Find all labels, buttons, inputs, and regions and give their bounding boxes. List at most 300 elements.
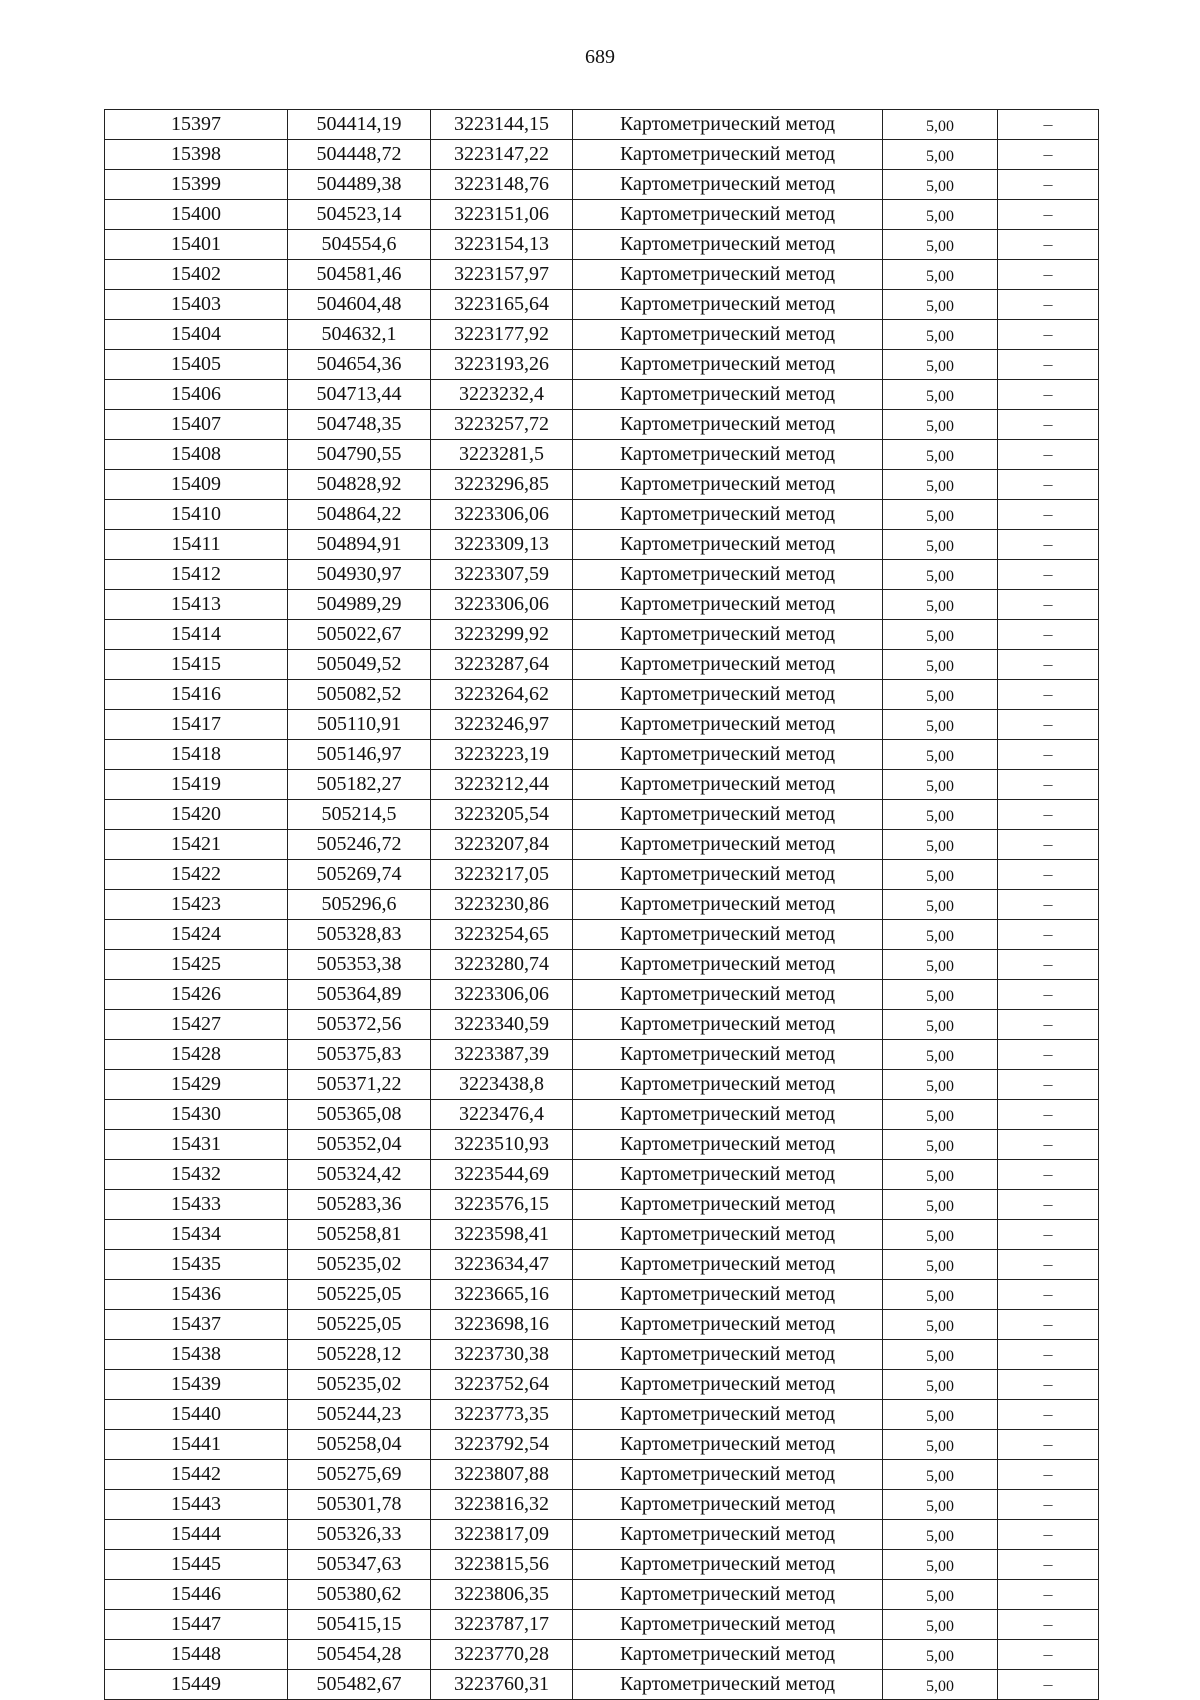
description-cell: – xyxy=(998,1580,1099,1610)
table-row xyxy=(105,470,1099,500)
accuracy-cell: 5,00 xyxy=(883,770,998,800)
table-row xyxy=(105,1070,1099,1100)
description-cell: – xyxy=(998,350,1099,380)
accuracy-cell: 5,00 xyxy=(883,830,998,860)
description-cell: – xyxy=(998,1190,1099,1220)
y-coordinate-cell: 3223760,31 xyxy=(431,1670,573,1700)
y-coordinate-cell: 3223340,59 xyxy=(431,1010,573,1040)
x-coordinate-cell: 505372,56 xyxy=(288,1010,431,1040)
x-coordinate-cell: 504748,35 xyxy=(288,410,431,440)
y-coordinate-cell: 3223476,4 xyxy=(431,1100,573,1130)
accuracy-cell: 5,00 xyxy=(883,1160,998,1190)
y-coordinate-cell: 3223217,05 xyxy=(431,860,573,890)
description-cell: – xyxy=(998,1040,1099,1070)
point-number-cell: 15420 xyxy=(105,800,288,830)
accuracy-cell: 5,00 xyxy=(883,650,998,680)
point-number-cell: 15440 xyxy=(105,1400,288,1430)
accuracy-cell: 5,00 xyxy=(883,1580,998,1610)
x-coordinate-cell: 505301,78 xyxy=(288,1490,431,1520)
coordinates-table-body xyxy=(105,110,1099,1700)
table-row xyxy=(105,770,1099,800)
x-coordinate-cell: 504632,1 xyxy=(288,320,431,350)
y-coordinate-cell: 3223770,28 xyxy=(431,1640,573,1670)
point-number-cell: 15406 xyxy=(105,380,288,410)
method-cell: Картометрический метод xyxy=(573,1310,883,1340)
method-cell: Картометрический метод xyxy=(573,650,883,680)
description-cell: – xyxy=(998,1400,1099,1430)
description-cell: – xyxy=(998,1610,1099,1640)
table-row xyxy=(105,1370,1099,1400)
y-coordinate-cell: 3223817,09 xyxy=(431,1520,573,1550)
x-coordinate-cell: 504713,44 xyxy=(288,380,431,410)
y-coordinate-cell: 3223264,62 xyxy=(431,680,573,710)
accuracy-cell: 5,00 xyxy=(883,1040,998,1070)
description-cell: – xyxy=(998,1520,1099,1550)
accuracy-cell: 5,00 xyxy=(883,110,998,140)
x-coordinate-cell: 504448,72 xyxy=(288,140,431,170)
accuracy-cell: 5,00 xyxy=(883,1520,998,1550)
y-coordinate-cell: 3223544,69 xyxy=(431,1160,573,1190)
accuracy-cell: 5,00 xyxy=(883,350,998,380)
description-cell: – xyxy=(998,170,1099,200)
x-coordinate-cell: 504581,46 xyxy=(288,260,431,290)
description-cell: – xyxy=(998,1010,1099,1040)
description-cell: – xyxy=(998,290,1099,320)
description-cell: – xyxy=(998,440,1099,470)
point-number-cell: 15445 xyxy=(105,1550,288,1580)
method-cell: Картометрический метод xyxy=(573,980,883,1010)
table-row xyxy=(105,1310,1099,1340)
point-number-cell: 15428 xyxy=(105,1040,288,1070)
point-number-cell: 15441 xyxy=(105,1430,288,1460)
x-coordinate-cell: 505235,02 xyxy=(288,1250,431,1280)
y-coordinate-cell: 3223144,15 xyxy=(431,110,573,140)
accuracy-cell: 5,00 xyxy=(883,380,998,410)
point-number-cell: 15447 xyxy=(105,1610,288,1640)
table-row xyxy=(105,1130,1099,1160)
x-coordinate-cell: 505375,83 xyxy=(288,1040,431,1070)
description-cell: – xyxy=(998,110,1099,140)
table-row xyxy=(105,350,1099,380)
accuracy-cell: 5,00 xyxy=(883,1310,998,1340)
point-number-cell: 15419 xyxy=(105,770,288,800)
method-cell: Картометрический метод xyxy=(573,1610,883,1640)
table-row xyxy=(105,1160,1099,1190)
table-row xyxy=(105,320,1099,350)
page-number: 689 xyxy=(585,46,615,68)
method-cell: Картометрический метод xyxy=(573,590,883,620)
y-coordinate-cell: 3223730,38 xyxy=(431,1340,573,1370)
table-row xyxy=(105,710,1099,740)
point-number-cell: 15401 xyxy=(105,230,288,260)
method-cell: Картометрический метод xyxy=(573,1340,883,1370)
x-coordinate-cell: 504604,48 xyxy=(288,290,431,320)
x-coordinate-cell: 505296,6 xyxy=(288,890,431,920)
y-coordinate-cell: 3223510,93 xyxy=(431,1130,573,1160)
method-cell: Картометрический метод xyxy=(573,530,883,560)
table-row xyxy=(105,530,1099,560)
y-coordinate-cell: 3223157,97 xyxy=(431,260,573,290)
point-number-cell: 15432 xyxy=(105,1160,288,1190)
y-coordinate-cell: 3223165,64 xyxy=(431,290,573,320)
table-row xyxy=(105,620,1099,650)
point-number-cell: 15449 xyxy=(105,1670,288,1700)
point-number-cell: 15404 xyxy=(105,320,288,350)
y-coordinate-cell: 3223792,54 xyxy=(431,1430,573,1460)
description-cell: – xyxy=(998,200,1099,230)
y-coordinate-cell: 3223306,06 xyxy=(431,590,573,620)
y-coordinate-cell: 3223815,56 xyxy=(431,1550,573,1580)
point-number-cell: 15408 xyxy=(105,440,288,470)
y-coordinate-cell: 3223807,88 xyxy=(431,1460,573,1490)
table-row xyxy=(105,140,1099,170)
table-row xyxy=(105,1040,1099,1070)
table-row xyxy=(105,1460,1099,1490)
y-coordinate-cell: 3223306,06 xyxy=(431,500,573,530)
point-number-cell: 15402 xyxy=(105,260,288,290)
description-cell: – xyxy=(998,140,1099,170)
description-cell: – xyxy=(998,320,1099,350)
y-coordinate-cell: 3223634,47 xyxy=(431,1250,573,1280)
description-cell: – xyxy=(998,1130,1099,1160)
x-coordinate-cell: 505258,81 xyxy=(288,1220,431,1250)
y-coordinate-cell: 3223287,64 xyxy=(431,650,573,680)
accuracy-cell: 5,00 xyxy=(883,1070,998,1100)
x-coordinate-cell: 505352,04 xyxy=(288,1130,431,1160)
method-cell: Картометрический метод xyxy=(573,1100,883,1130)
point-number-cell: 15397 xyxy=(105,110,288,140)
x-coordinate-cell: 505082,52 xyxy=(288,680,431,710)
y-coordinate-cell: 3223752,64 xyxy=(431,1370,573,1400)
y-coordinate-cell: 3223205,54 xyxy=(431,800,573,830)
y-coordinate-cell: 3223177,92 xyxy=(431,320,573,350)
x-coordinate-cell: 505258,04 xyxy=(288,1430,431,1460)
x-coordinate-cell: 504828,92 xyxy=(288,470,431,500)
accuracy-cell: 5,00 xyxy=(883,1340,998,1370)
description-cell: – xyxy=(998,740,1099,770)
y-coordinate-cell: 3223193,26 xyxy=(431,350,573,380)
table-row xyxy=(105,170,1099,200)
x-coordinate-cell: 504989,29 xyxy=(288,590,431,620)
description-cell: – xyxy=(998,470,1099,500)
point-number-cell: 15435 xyxy=(105,1250,288,1280)
point-number-cell: 15431 xyxy=(105,1130,288,1160)
y-coordinate-cell: 3223816,32 xyxy=(431,1490,573,1520)
y-coordinate-cell: 3223576,15 xyxy=(431,1190,573,1220)
description-cell: – xyxy=(998,710,1099,740)
table-row xyxy=(105,1220,1099,1250)
method-cell: Картометрический метод xyxy=(573,170,883,200)
x-coordinate-cell: 505146,97 xyxy=(288,740,431,770)
method-cell: Картометрический метод xyxy=(573,1370,883,1400)
table-row xyxy=(105,230,1099,260)
y-coordinate-cell: 3223154,13 xyxy=(431,230,573,260)
point-number-cell: 15426 xyxy=(105,980,288,1010)
description-cell: – xyxy=(998,890,1099,920)
table-row xyxy=(105,950,1099,980)
method-cell: Картометрический метод xyxy=(573,1430,883,1460)
point-number-cell: 15407 xyxy=(105,410,288,440)
y-coordinate-cell: 3223299,92 xyxy=(431,620,573,650)
x-coordinate-cell: 505182,27 xyxy=(288,770,431,800)
table-row xyxy=(105,1550,1099,1580)
method-cell: Картометрический метод xyxy=(573,320,883,350)
accuracy-cell: 5,00 xyxy=(883,740,998,770)
table-row xyxy=(105,980,1099,1010)
table-row xyxy=(105,1400,1099,1430)
x-coordinate-cell: 504894,91 xyxy=(288,530,431,560)
table-row xyxy=(105,1190,1099,1220)
accuracy-cell: 5,00 xyxy=(883,1130,998,1160)
y-coordinate-cell: 3223230,86 xyxy=(431,890,573,920)
description-cell: – xyxy=(998,1550,1099,1580)
point-number-cell: 15427 xyxy=(105,1010,288,1040)
point-number-cell: 15430 xyxy=(105,1100,288,1130)
y-coordinate-cell: 3223280,74 xyxy=(431,950,573,980)
point-number-cell: 15416 xyxy=(105,680,288,710)
y-coordinate-cell: 3223148,76 xyxy=(431,170,573,200)
y-coordinate-cell: 3223598,41 xyxy=(431,1220,573,1250)
point-number-cell: 15439 xyxy=(105,1370,288,1400)
point-number-cell: 15434 xyxy=(105,1220,288,1250)
description-cell: – xyxy=(998,1310,1099,1340)
point-number-cell: 15429 xyxy=(105,1070,288,1100)
y-coordinate-cell: 3223254,65 xyxy=(431,920,573,950)
description-cell: – xyxy=(998,1370,1099,1400)
method-cell: Картометрический метод xyxy=(573,1280,883,1310)
description-cell: – xyxy=(998,1340,1099,1370)
method-cell: Картометрический метод xyxy=(573,1580,883,1610)
accuracy-cell: 5,00 xyxy=(883,950,998,980)
method-cell: Картометрический метод xyxy=(573,800,883,830)
point-number-cell: 15405 xyxy=(105,350,288,380)
description-cell: – xyxy=(998,920,1099,950)
accuracy-cell: 5,00 xyxy=(883,1220,998,1250)
table-row xyxy=(105,830,1099,860)
point-number-cell: 15414 xyxy=(105,620,288,650)
point-number-cell: 15399 xyxy=(105,170,288,200)
x-coordinate-cell: 505380,62 xyxy=(288,1580,431,1610)
x-coordinate-cell: 505324,42 xyxy=(288,1160,431,1190)
accuracy-cell: 5,00 xyxy=(883,500,998,530)
point-number-cell: 15421 xyxy=(105,830,288,860)
accuracy-cell: 5,00 xyxy=(883,800,998,830)
x-coordinate-cell: 505235,02 xyxy=(288,1370,431,1400)
y-coordinate-cell: 3223698,16 xyxy=(431,1310,573,1340)
method-cell: Картометрический метод xyxy=(573,1640,883,1670)
y-coordinate-cell: 3223787,17 xyxy=(431,1610,573,1640)
method-cell: Картометрический метод xyxy=(573,1520,883,1550)
description-cell: – xyxy=(998,860,1099,890)
description-cell: – xyxy=(998,1490,1099,1520)
method-cell: Картометрический метод xyxy=(573,230,883,260)
x-coordinate-cell: 504414,19 xyxy=(288,110,431,140)
method-cell: Картометрический метод xyxy=(573,770,883,800)
accuracy-cell: 5,00 xyxy=(883,890,998,920)
description-cell: – xyxy=(998,1670,1099,1700)
method-cell: Картометрический метод xyxy=(573,740,883,770)
method-cell: Картометрический метод xyxy=(573,1070,883,1100)
method-cell: Картометрический метод xyxy=(573,680,883,710)
description-cell: – xyxy=(998,980,1099,1010)
x-coordinate-cell: 504554,6 xyxy=(288,230,431,260)
accuracy-cell: 5,00 xyxy=(883,1370,998,1400)
description-cell: – xyxy=(998,650,1099,680)
description-cell: – xyxy=(998,590,1099,620)
table-row xyxy=(105,200,1099,230)
accuracy-cell: 5,00 xyxy=(883,710,998,740)
point-number-cell: 15409 xyxy=(105,470,288,500)
table-row xyxy=(105,1100,1099,1130)
x-coordinate-cell: 504523,14 xyxy=(288,200,431,230)
description-cell: – xyxy=(998,410,1099,440)
method-cell: Картометрический метод xyxy=(573,1490,883,1520)
table-row xyxy=(105,1430,1099,1460)
accuracy-cell: 5,00 xyxy=(883,410,998,440)
table-row xyxy=(105,560,1099,590)
accuracy-cell: 5,00 xyxy=(883,530,998,560)
point-number-cell: 15423 xyxy=(105,890,288,920)
method-cell: Картометрический метод xyxy=(573,1010,883,1040)
description-cell: – xyxy=(998,1460,1099,1490)
point-number-cell: 15412 xyxy=(105,560,288,590)
accuracy-cell: 5,00 xyxy=(883,860,998,890)
description-cell: – xyxy=(998,1070,1099,1100)
table-row xyxy=(105,680,1099,710)
accuracy-cell: 5,00 xyxy=(883,1430,998,1460)
description-cell: – xyxy=(998,530,1099,560)
point-number-cell: 15444 xyxy=(105,1520,288,1550)
accuracy-cell: 5,00 xyxy=(883,290,998,320)
method-cell: Картометрический метод xyxy=(573,710,883,740)
accuracy-cell: 5,00 xyxy=(883,590,998,620)
method-cell: Картометрический метод xyxy=(573,1670,883,1700)
accuracy-cell: 5,00 xyxy=(883,1610,998,1640)
x-coordinate-cell: 505246,72 xyxy=(288,830,431,860)
method-cell: Картометрический метод xyxy=(573,1040,883,1070)
method-cell: Картометрический метод xyxy=(573,380,883,410)
point-number-cell: 15418 xyxy=(105,740,288,770)
x-coordinate-cell: 505454,28 xyxy=(288,1640,431,1670)
description-cell: – xyxy=(998,800,1099,830)
table-row xyxy=(105,1340,1099,1370)
x-coordinate-cell: 505049,52 xyxy=(288,650,431,680)
table-row xyxy=(105,260,1099,290)
x-coordinate-cell: 505022,67 xyxy=(288,620,431,650)
point-number-cell: 15446 xyxy=(105,1580,288,1610)
table-row xyxy=(105,380,1099,410)
y-coordinate-cell: 3223387,39 xyxy=(431,1040,573,1070)
point-number-cell: 15424 xyxy=(105,920,288,950)
y-coordinate-cell: 3223773,35 xyxy=(431,1400,573,1430)
point-number-cell: 15417 xyxy=(105,710,288,740)
point-number-cell: 15436 xyxy=(105,1280,288,1310)
method-cell: Картометрический метод xyxy=(573,260,883,290)
accuracy-cell: 5,00 xyxy=(883,920,998,950)
accuracy-cell: 5,00 xyxy=(883,1670,998,1700)
table-row xyxy=(105,920,1099,950)
accuracy-cell: 5,00 xyxy=(883,320,998,350)
table-row xyxy=(105,500,1099,530)
method-cell: Картометрический метод xyxy=(573,1550,883,1580)
table-row xyxy=(105,860,1099,890)
table-row xyxy=(105,1250,1099,1280)
table-row xyxy=(105,740,1099,770)
accuracy-cell: 5,00 xyxy=(883,200,998,230)
y-coordinate-cell: 3223281,5 xyxy=(431,440,573,470)
description-cell: – xyxy=(998,1250,1099,1280)
x-coordinate-cell: 504654,36 xyxy=(288,350,431,380)
table-row xyxy=(105,890,1099,920)
method-cell: Картометрический метод xyxy=(573,1220,883,1250)
accuracy-cell: 5,00 xyxy=(883,1640,998,1670)
accuracy-cell: 5,00 xyxy=(883,230,998,260)
y-coordinate-cell: 3223306,06 xyxy=(431,980,573,1010)
description-cell: – xyxy=(998,830,1099,860)
y-coordinate-cell: 3223212,44 xyxy=(431,770,573,800)
table-row xyxy=(105,1610,1099,1640)
method-cell: Картометрический метод xyxy=(573,560,883,590)
method-cell: Картометрический метод xyxy=(573,1130,883,1160)
x-coordinate-cell: 505269,74 xyxy=(288,860,431,890)
y-coordinate-cell: 3223223,19 xyxy=(431,740,573,770)
method-cell: Картометрический метод xyxy=(573,290,883,320)
table-row xyxy=(105,1010,1099,1040)
x-coordinate-cell: 505365,08 xyxy=(288,1100,431,1130)
accuracy-cell: 5,00 xyxy=(883,680,998,710)
point-number-cell: 15415 xyxy=(105,650,288,680)
y-coordinate-cell: 3223309,13 xyxy=(431,530,573,560)
point-number-cell: 15425 xyxy=(105,950,288,980)
x-coordinate-cell: 505283,36 xyxy=(288,1190,431,1220)
accuracy-cell: 5,00 xyxy=(883,260,998,290)
accuracy-cell: 5,00 xyxy=(883,1010,998,1040)
x-coordinate-cell: 504864,22 xyxy=(288,500,431,530)
description-cell: – xyxy=(998,680,1099,710)
accuracy-cell: 5,00 xyxy=(883,1400,998,1430)
table-row xyxy=(105,1580,1099,1610)
method-cell: Картометрический метод xyxy=(573,350,883,380)
x-coordinate-cell: 505326,33 xyxy=(288,1520,431,1550)
description-cell: – xyxy=(998,770,1099,800)
point-number-cell: 15433 xyxy=(105,1190,288,1220)
accuracy-cell: 5,00 xyxy=(883,560,998,590)
x-coordinate-cell: 505244,23 xyxy=(288,1400,431,1430)
accuracy-cell: 5,00 xyxy=(883,1280,998,1310)
method-cell: Картометрический метод xyxy=(573,1400,883,1430)
method-cell: Картометрический метод xyxy=(573,1190,883,1220)
table-row xyxy=(105,1490,1099,1520)
table-row xyxy=(105,590,1099,620)
point-number-cell: 15448 xyxy=(105,1640,288,1670)
x-coordinate-cell: 505364,89 xyxy=(288,980,431,1010)
x-coordinate-cell: 505353,38 xyxy=(288,950,431,980)
y-coordinate-cell: 3223246,97 xyxy=(431,710,573,740)
y-coordinate-cell: 3223438,8 xyxy=(431,1070,573,1100)
point-number-cell: 15438 xyxy=(105,1340,288,1370)
table-row xyxy=(105,1520,1099,1550)
method-cell: Картометрический метод xyxy=(573,890,883,920)
table-row xyxy=(105,1280,1099,1310)
description-cell: – xyxy=(998,1280,1099,1310)
accuracy-cell: 5,00 xyxy=(883,1190,998,1220)
point-number-cell: 15437 xyxy=(105,1310,288,1340)
method-cell: Картометрический метод xyxy=(573,620,883,650)
accuracy-cell: 5,00 xyxy=(883,1490,998,1520)
description-cell: – xyxy=(998,560,1099,590)
x-coordinate-cell: 504489,38 xyxy=(288,170,431,200)
description-cell: – xyxy=(998,1640,1099,1670)
